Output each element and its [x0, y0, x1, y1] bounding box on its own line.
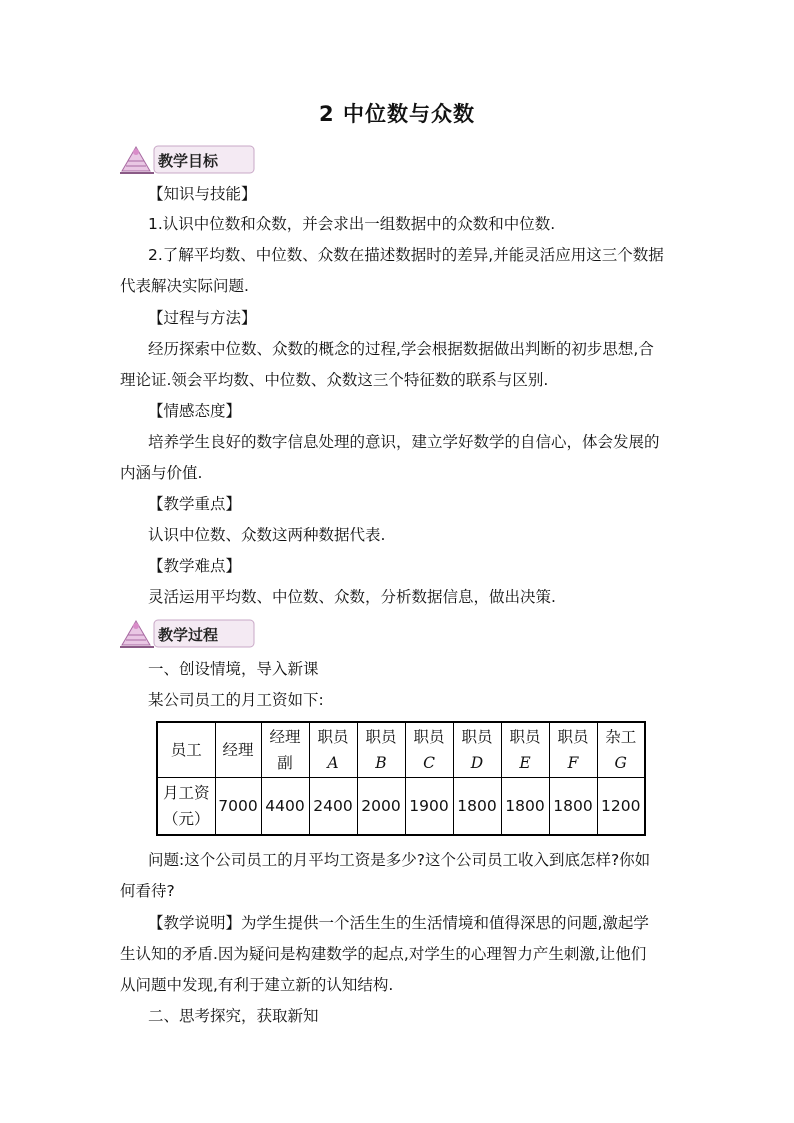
salary-table	[156, 721, 646, 836]
column-header: 职员 B	[357, 722, 405, 778]
salary-cell: 7000	[215, 778, 261, 836]
teaching-note: 【教学说明】为学生提供一个活生生的生活情境和值得深思的问题,激起学	[148, 914, 649, 932]
column-header: 杂工 G	[597, 722, 645, 778]
knowledge-item-2-cont: 代表解决实际问题.	[120, 277, 249, 295]
salary-cell: 1900	[405, 778, 453, 836]
process-text-cont: 理论证.领会平均数、中位数、众数这三个特征数的联系与区别.	[120, 371, 549, 389]
key-point-heading: 【教学重点】	[148, 495, 242, 513]
step-2-heading: 二、思考探究，获取新知	[148, 1007, 319, 1025]
process-text: 经历探索中位数、众数的概念的过程,学会根据数据做出判断的初步思想,合	[148, 340, 654, 358]
column-header: 经理	[215, 722, 261, 778]
question-text: 问题:这个公司员工的月平均工资是多少?这个公司员工收入到底怎样?你如	[148, 851, 651, 869]
salary-cell: 1800	[453, 778, 501, 836]
row-label-salary: 月工资 （元）	[157, 778, 215, 836]
knowledge-heading: 【知识与技能】	[148, 185, 257, 203]
process-heading: 【过程与方法】	[148, 309, 257, 327]
column-header: 职员 E	[501, 722, 549, 778]
attitude-text: 培养学生良好的数字信息处理的意识，建立学好数学的自信心，体会发展的	[148, 433, 660, 451]
salary-cell: 2400	[309, 778, 357, 836]
step-1-heading: 一、创设情境，导入新课	[148, 660, 319, 678]
section-badge-process	[118, 617, 258, 651]
salary-cell: 1200	[597, 778, 645, 836]
salary-cell: 1800	[501, 778, 549, 836]
attitude-text-cont: 内涵与价值.	[120, 464, 203, 482]
salary-cell: 4400	[261, 778, 309, 836]
column-header: 职员 F	[549, 722, 597, 778]
knowledge-item-1: 1.认识中位数和众数，并会求出一组数据中的众数和中位数.	[148, 215, 556, 233]
table-intro: 某公司员工的月工资如下:	[148, 691, 324, 709]
page-title: 2 中位数与众数	[319, 102, 475, 126]
column-header: 经理 副	[261, 722, 309, 778]
section-badge-goals	[118, 143, 258, 177]
table-row-salary	[157, 778, 645, 836]
table-header-row	[157, 722, 645, 778]
question-text-cont: 何看待?	[120, 882, 175, 900]
row-label-employee: 员工	[157, 722, 215, 778]
teaching-note-cont-2: 从问题中发现,有利于建立新的认知结构.	[120, 976, 394, 994]
difficulty-text: 灵活运用平均数、中位数、众数，分析数据信息，做出决策.	[148, 588, 556, 606]
column-header: 职员 D	[453, 722, 501, 778]
attitude-heading: 【情感态度】	[148, 402, 242, 420]
knowledge-item-2: 2.了解平均数、中位数、众数在描述数据时的差异,并能灵活应用这三个数据	[148, 246, 664, 264]
salary-cell: 1800	[549, 778, 597, 836]
badge-label: 教学过程	[158, 626, 219, 644]
key-point-text: 认识中位数、众数这两种数据代表.	[148, 526, 386, 544]
column-header: 职员 C	[405, 722, 453, 778]
difficulty-heading: 【教学难点】	[148, 557, 242, 575]
salary-cell: 2000	[357, 778, 405, 836]
badge-label: 教学目标	[158, 152, 219, 170]
teaching-note-cont-1: 生认知的矛盾.因为疑问是构建数学的起点,对学生的心理智力产生刺激,让他们	[120, 945, 647, 963]
column-header: 职员 A	[309, 722, 357, 778]
